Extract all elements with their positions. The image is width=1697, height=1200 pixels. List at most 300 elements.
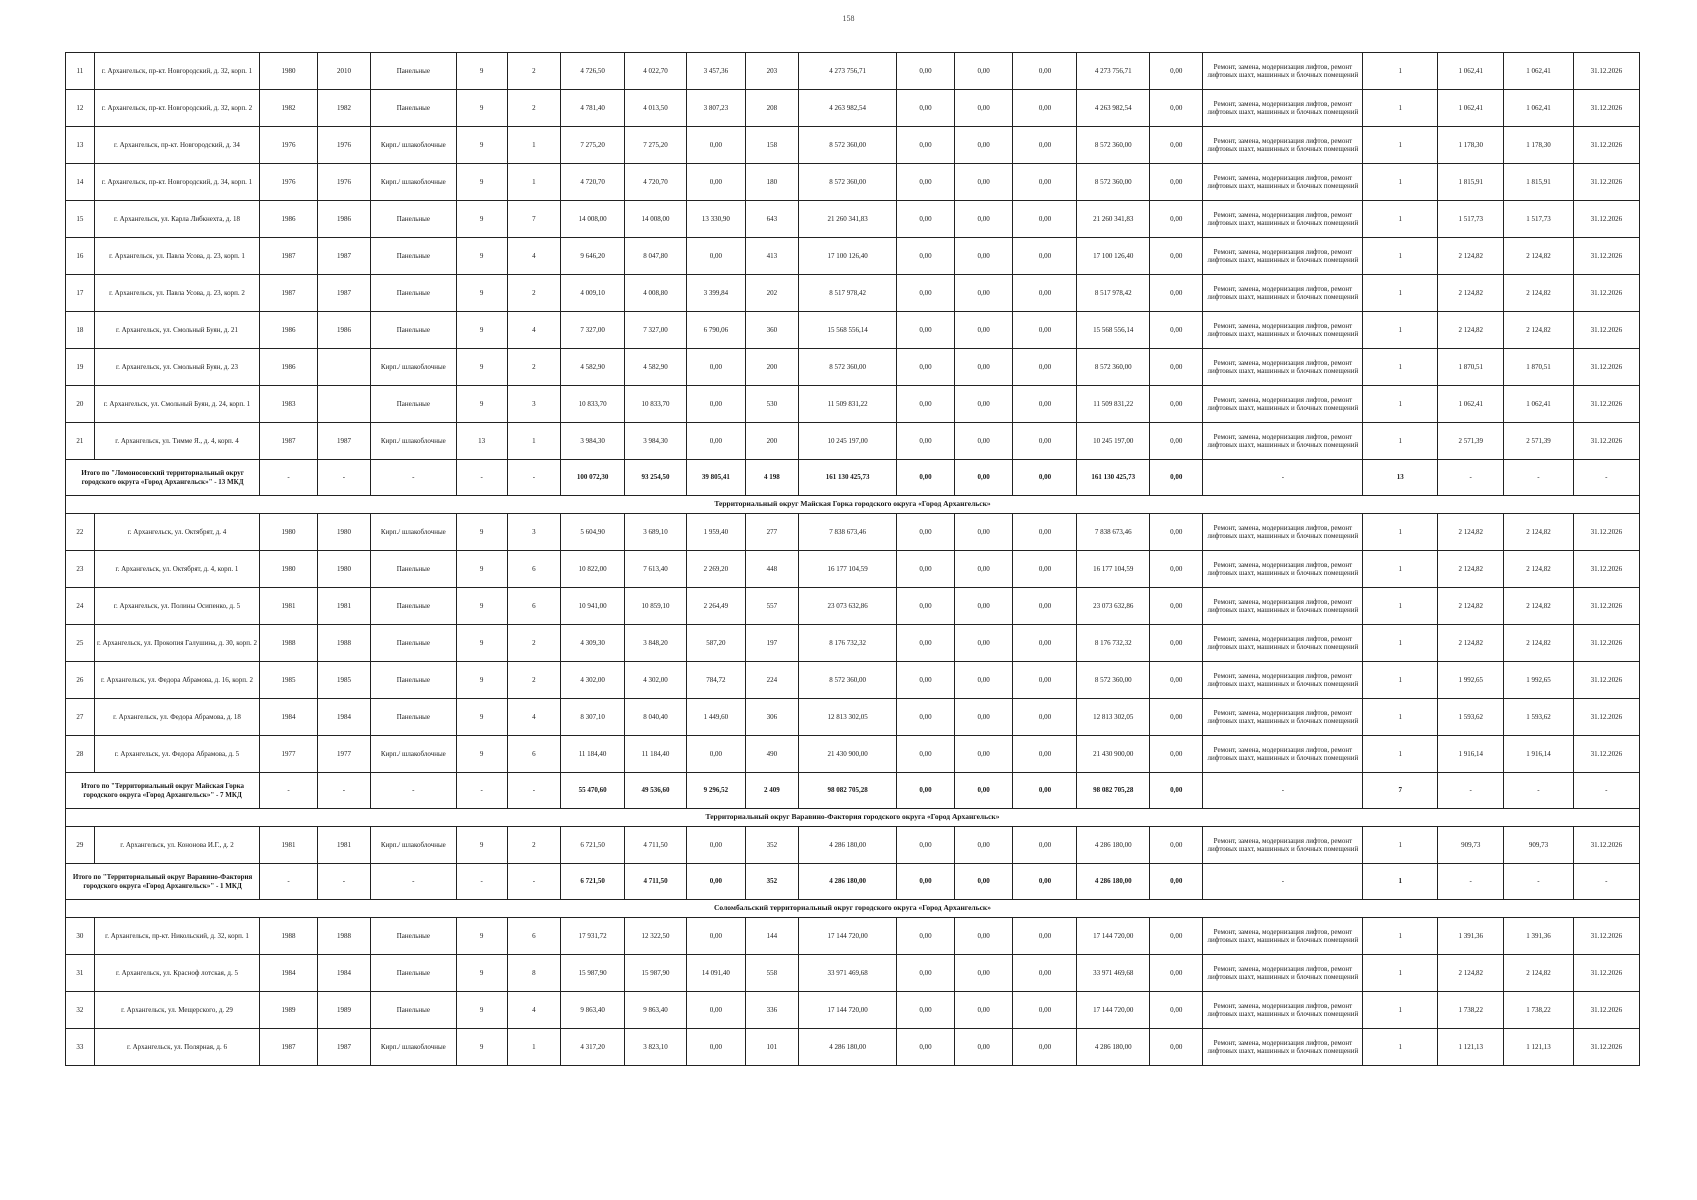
owners-fund-cell: 8 517 978,42 [1077,275,1150,312]
count-cell: 1 [1363,127,1438,164]
floors-cell: 13 [456,423,507,460]
year-built-cell: 1987 [260,1029,318,1066]
completion-date-cell: 31.12.2026 [1573,386,1639,423]
count-cell: 1 [1363,551,1438,588]
area-cell: 3 984,30 [625,423,687,460]
dash-cell: - [1573,773,1639,809]
unit-cost-cell: 1 121,13 [1438,1029,1504,1066]
table-row [66,386,1640,423]
fund-cell: 0,00 [1150,955,1203,992]
fund-cell: 0,00 [897,551,955,588]
count-cell: 1 [1363,827,1438,864]
year-built-cell: 1986 [260,201,318,238]
year-renovated-cell: 1981 [317,588,370,625]
fund-cell: 0,00 [954,90,1013,127]
fund-cell: 0,00 [897,349,955,386]
total-row [66,460,1640,496]
fund-cell: 0,00 [1013,662,1077,699]
fund-cell: 0,00 [1150,551,1203,588]
fund-cell: 0,00 [897,460,955,496]
year-renovated-cell: 1980 [317,514,370,551]
address-cell: г. Архангельск, ул. Смольный Буян, д. 21 [94,312,259,349]
total-area-cell: 6 721,50 [561,827,625,864]
fund-cell: 0,00 [1013,164,1077,201]
max-unit-cost-cell: 1 593,62 [1504,699,1573,736]
entrances-cell: 4 [507,312,560,349]
dash-cell: - [1504,864,1573,900]
table-row [66,201,1640,238]
residential-area-cell: 0,00 [686,918,745,955]
residential-area-cell: 13 330,90 [686,201,745,238]
total-area-cell: 17 931,72 [561,918,625,955]
residential-area-cell: 2 264,49 [686,588,745,625]
table-row [66,699,1640,736]
dash-cell: - [456,773,507,809]
year-renovated-cell: 1988 [317,625,370,662]
total-cost-cell: 161 130 425,73 [799,460,897,496]
table-row [66,736,1640,773]
entrances-cell: 7 [507,201,560,238]
owners-fund-cell: 8 572 360,00 [1077,662,1150,699]
row-number: 30 [66,918,95,955]
residential-area-cell: 3 457,36 [686,53,745,90]
dash-cell: - [317,773,370,809]
row-number: 29 [66,827,95,864]
fund-cell: 0,00 [1150,588,1203,625]
row-number: 17 [66,275,95,312]
fund-cell: 0,00 [897,827,955,864]
completion-date-cell: 31.12.2026 [1573,349,1639,386]
row-number: 27 [66,699,95,736]
fund-cell: 0,00 [1013,53,1077,90]
total-cost-cell: 17 144 720,00 [799,918,897,955]
year-built-cell: 1986 [260,349,318,386]
count-cell: 7 [1363,773,1438,809]
count-cell: 1 [1363,164,1438,201]
fund-cell: 0,00 [1150,662,1203,699]
floors-cell: 9 [456,127,507,164]
year-renovated-cell: 2010 [317,53,370,90]
residents-cell: 643 [745,201,798,238]
dash-cell: - [1573,864,1639,900]
work-type-cell: Ремонт, замена, модернизация лифтов, ремонт лифтовых шахт, машинных и блочных помещений [1203,625,1363,662]
unit-cost-cell: 2 124,82 [1438,588,1504,625]
wall-material-cell: Кирп./ шлакоблочные [371,423,456,460]
total-cost-cell: 4 286 180,00 [799,864,897,900]
table-row [66,238,1640,275]
address-cell: г. Архангельск, ул. Павла Усова, д. 23, корп. 1 [94,238,259,275]
owners-fund-cell: 11 509 831,22 [1077,386,1150,423]
residents-cell: 203 [745,53,798,90]
year-renovated-cell: 1986 [317,201,370,238]
count-cell: 1 [1363,238,1438,275]
residential-area-cell: 0,00 [686,238,745,275]
owners-fund-cell: 15 568 556,14 [1077,312,1150,349]
work-type-cell: Ремонт, замена, модернизация лифтов, ремонт лифтовых шахт, машинных и блочных помещений [1203,918,1363,955]
wall-material-cell: Панельные [371,699,456,736]
fund-cell: 0,00 [1150,53,1203,90]
fund-cell: 0,00 [954,312,1013,349]
completion-date-cell: 31.12.2026 [1573,90,1639,127]
owners-fund-cell: 17 144 720,00 [1077,992,1150,1029]
fund-cell: 0,00 [897,736,955,773]
area-cell: 4 711,50 [625,864,687,900]
unit-cost-cell: 1 178,30 [1438,127,1504,164]
count-cell: 1 [1363,201,1438,238]
fund-cell: 0,00 [897,238,955,275]
owners-fund-cell: 8 572 360,00 [1077,164,1150,201]
total-area-cell: 10 941,00 [561,588,625,625]
area-cell: 3 689,10 [625,514,687,551]
residential-area-cell: 0,00 [686,386,745,423]
floors-cell: 9 [456,955,507,992]
year-built-cell: 1976 [260,164,318,201]
residents-cell: 352 [745,864,798,900]
table-row [66,312,1640,349]
year-built-cell: 1983 [260,386,318,423]
floors-cell: 9 [456,736,507,773]
owners-fund-cell: 98 082 705,28 [1077,773,1150,809]
table-row [66,53,1640,90]
address-cell: г. Архангельск, ул. Полярная, д. 6 [94,1029,259,1066]
residents-cell: 144 [745,918,798,955]
completion-date-cell: 31.12.2026 [1573,53,1639,90]
year-renovated-cell: 1987 [317,275,370,312]
entrances-cell: 1 [507,1029,560,1066]
total-row [66,773,1640,809]
total-cost-cell: 16 177 104,59 [799,551,897,588]
unit-cost-cell: 1 815,91 [1438,164,1504,201]
area-cell: 10 833,70 [625,386,687,423]
total-row [66,864,1640,900]
total-area-cell: 10 822,00 [561,551,625,588]
count-cell: 1 [1363,736,1438,773]
work-type-cell: Ремонт, замена, модернизация лифтов, ремонт лифтовых шахт, машинных и блочных помещений [1203,90,1363,127]
total-area-cell: 7 275,20 [561,127,625,164]
address-cell: г. Архангельск, ул. Октябрят, д. 4 [94,514,259,551]
year-built-cell: 1988 [260,625,318,662]
address-cell: г. Архангельск, пр-кт. Никольский, д. 32, корп. 1 [94,918,259,955]
floors-cell: 9 [456,164,507,201]
wall-material-cell: Панельные [371,386,456,423]
fund-cell: 0,00 [954,275,1013,312]
fund-cell: 0,00 [1150,386,1203,423]
fund-cell: 0,00 [897,588,955,625]
work-type-cell: Ремонт, замена, модернизация лифтов, ремонт лифтовых шахт, машинных и блочных помещений [1203,386,1363,423]
completion-date-cell: 31.12.2026 [1573,827,1639,864]
fund-cell: 0,00 [1013,127,1077,164]
dash-cell: - [371,773,456,809]
entrances-cell: 1 [507,164,560,201]
total-cost-cell: 10 245 197,00 [799,423,897,460]
fund-cell: 0,00 [1013,955,1077,992]
entrances-cell: 2 [507,53,560,90]
unit-cost-cell: 2 124,82 [1438,514,1504,551]
work-type-cell: Ремонт, замена, модернизация лифтов, ремонт лифтовых шахт, машинных и блочных помещений [1203,53,1363,90]
fund-cell: 0,00 [1013,201,1077,238]
total-cost-cell: 7 838 673,46 [799,514,897,551]
wall-material-cell: Панельные [371,201,456,238]
unit-cost-cell: 1 738,22 [1438,992,1504,1029]
total-cost-cell: 11 509 831,22 [799,386,897,423]
year-renovated-cell: 1984 [317,699,370,736]
area-cell: 4 711,50 [625,827,687,864]
completion-date-cell: 31.12.2026 [1573,955,1639,992]
fund-cell: 0,00 [1150,275,1203,312]
floors-cell: 9 [456,312,507,349]
total-cost-cell: 33 971 469,68 [799,955,897,992]
work-type-cell: Ремонт, замена, модернизация лифтов, ремонт лифтовых шахт, машинных и блочных помещений [1203,992,1363,1029]
floors-cell: 9 [456,386,507,423]
total-cost-cell: 8 517 978,42 [799,275,897,312]
total-area-cell: 3 984,30 [561,423,625,460]
entrances-cell: 2 [507,625,560,662]
fund-cell: 0,00 [1150,423,1203,460]
area-cell: 8 040,40 [625,699,687,736]
fund-cell: 0,00 [897,625,955,662]
total-area-cell: 5 604,90 [561,514,625,551]
fund-cell: 0,00 [954,625,1013,662]
fund-cell: 0,00 [897,53,955,90]
owners-fund-cell: 21 260 341,83 [1077,201,1150,238]
max-unit-cost-cell: 1 916,14 [1504,736,1573,773]
year-built-cell: 1980 [260,53,318,90]
wall-material-cell: Кирп./ шлакоблочные [371,827,456,864]
area-cell: 3 823,10 [625,1029,687,1066]
completion-date-cell: 31.12.2026 [1573,164,1639,201]
work-type-cell: Ремонт, замена, модернизация лифтов, ремонт лифтовых шахт, машинных и блочных помещений [1203,588,1363,625]
row-number: 28 [66,736,95,773]
work-type-cell: Ремонт, замена, модернизация лифтов, ремонт лифтовых шахт, машинных и блочных помещений [1203,955,1363,992]
fund-cell: 0,00 [1150,827,1203,864]
total-area-cell: 4 317,20 [561,1029,625,1066]
completion-date-cell: 31.12.2026 [1573,423,1639,460]
total-area-cell: 4 720,70 [561,164,625,201]
residents-cell: 180 [745,164,798,201]
max-unit-cost-cell: 2 124,82 [1504,625,1573,662]
page-number: 158 [842,14,855,23]
unit-cost-cell: 1 062,41 [1438,53,1504,90]
area-cell: 4 008,80 [625,275,687,312]
total-area-cell: 4 781,40 [561,90,625,127]
fund-cell: 0,00 [1013,90,1077,127]
wall-material-cell: Кирп./ шлакоблочные [371,349,456,386]
total-area-cell: 7 327,00 [561,312,625,349]
fund-cell: 0,00 [954,460,1013,496]
owners-fund-cell: 4 263 982,54 [1077,90,1150,127]
dash-cell: - [507,460,560,496]
unit-cost-cell: 2 124,82 [1438,625,1504,662]
max-unit-cost-cell: 2 124,82 [1504,955,1573,992]
residential-area-cell: 0,00 [686,164,745,201]
max-unit-cost-cell: 2 124,82 [1504,312,1573,349]
dash-cell: - [371,864,456,900]
table-row [66,275,1640,312]
work-type-cell: Ремонт, замена, модернизация лифтов, ремонт лифтовых шахт, машинных и блочных помещений [1203,699,1363,736]
residents-cell: 197 [745,625,798,662]
entrances-cell: 8 [507,955,560,992]
count-cell: 1 [1363,275,1438,312]
completion-date-cell: 31.12.2026 [1573,551,1639,588]
fund-cell: 0,00 [954,955,1013,992]
completion-date-cell: 31.12.2026 [1573,992,1639,1029]
fund-cell: 0,00 [897,864,955,900]
owners-fund-cell: 17 100 126,40 [1077,238,1150,275]
completion-date-cell: 31.12.2026 [1573,918,1639,955]
wall-material-cell: Кирп./ шлакоблочные [371,1029,456,1066]
unit-cost-cell: 1 593,62 [1438,699,1504,736]
address-cell: г. Архангельск, пр-кт. Новгородский, д. 34 [94,127,259,164]
wall-material-cell: Панельные [371,238,456,275]
table-row [66,127,1640,164]
owners-fund-cell: 4 286 180,00 [1077,1029,1150,1066]
work-type-cell: Ремонт, замена, модернизация лифтов, ремонт лифтовых шахт, машинных и блочных помещений [1203,1029,1363,1066]
fund-cell: 0,00 [954,349,1013,386]
area-cell: 4 302,00 [625,662,687,699]
fund-cell: 0,00 [1013,588,1077,625]
area-cell: 4 582,90 [625,349,687,386]
fund-cell: 0,00 [1150,918,1203,955]
fund-cell: 0,00 [954,53,1013,90]
total-cost-cell: 21 260 341,83 [799,201,897,238]
year-built-cell: 1985 [260,662,318,699]
count-cell: 1 [1363,349,1438,386]
total-area-cell: 11 184,40 [561,736,625,773]
fund-cell: 0,00 [1013,275,1077,312]
year-renovated-cell: 1984 [317,955,370,992]
owners-fund-cell: 12 813 302,05 [1077,699,1150,736]
floors-cell: 9 [456,827,507,864]
total-cost-cell: 8 572 360,00 [799,164,897,201]
area-cell: 12 322,50 [625,918,687,955]
residents-cell: 557 [745,588,798,625]
max-unit-cost-cell: 2 571,39 [1504,423,1573,460]
max-unit-cost-cell: 2 124,82 [1504,588,1573,625]
entrances-cell: 3 [507,514,560,551]
max-unit-cost-cell: 1 391,36 [1504,918,1573,955]
completion-date-cell: 31.12.2026 [1573,238,1639,275]
entrances-cell: 2 [507,90,560,127]
fund-cell: 0,00 [1150,625,1203,662]
residential-area-cell: 1 449,60 [686,699,745,736]
max-unit-cost-cell: 1 178,30 [1504,127,1573,164]
work-type-cell: Ремонт, замена, модернизация лифтов, ремонт лифтовых шахт, машинных и блочных помещений [1203,514,1363,551]
fund-cell: 0,00 [1013,423,1077,460]
unit-cost-cell: 2 124,82 [1438,238,1504,275]
floors-cell: 9 [456,699,507,736]
table-body [66,53,1640,1066]
wall-material-cell: Кирп./ шлакоблочные [371,514,456,551]
address-cell: г. Архангельск, ул. Прокопия Галушина, д. 30, корп. 2 [94,625,259,662]
owners-fund-cell: 4 286 180,00 [1077,827,1150,864]
fund-cell: 0,00 [897,201,955,238]
dash-cell: - [1504,773,1573,809]
district-header-row [66,496,1640,514]
unit-cost-cell: 1 062,41 [1438,90,1504,127]
fund-cell: 0,00 [897,955,955,992]
residents-cell: 208 [745,90,798,127]
dash-cell: - [1438,864,1504,900]
year-renovated-cell: 1986 [317,312,370,349]
fund-cell: 0,00 [954,773,1013,809]
area-cell: 9 863,40 [625,992,687,1029]
count-cell: 1 [1363,864,1438,900]
year-renovated-cell: 1982 [317,90,370,127]
address-cell: г. Архангельск, ул. Красноф лотская, д. 5 [94,955,259,992]
fund-cell: 0,00 [954,127,1013,164]
max-unit-cost-cell: 1 062,41 [1504,386,1573,423]
fund-cell: 0,00 [1013,386,1077,423]
count-cell: 1 [1363,386,1438,423]
residential-area-cell: 1 959,40 [686,514,745,551]
table-row [66,992,1640,1029]
work-type-cell: Ремонт, замена, модернизация лифтов, ремонт лифтовых шахт, машинных и блочных помещений [1203,312,1363,349]
row-number: 18 [66,312,95,349]
fund-cell: 0,00 [954,918,1013,955]
total-area-cell: 15 987,90 [561,955,625,992]
row-number: 16 [66,238,95,275]
year-renovated-cell [317,386,370,423]
residents-cell: 101 [745,1029,798,1066]
year-renovated-cell: 1987 [317,1029,370,1066]
fund-cell: 0,00 [1013,992,1077,1029]
total-cost-cell: 17 100 126,40 [799,238,897,275]
fund-cell: 0,00 [1013,312,1077,349]
count-cell: 1 [1363,1029,1438,1066]
total-label: Итого по "Территориальный округ Майская Горка городского округа «Город Архангельск»" - 7 МКД [66,773,260,809]
district-header: Территориальный округ Майская Горка городского округа «Город Архангельск» [66,496,1640,514]
wall-material-cell: Кирп./ шлакоблочные [371,164,456,201]
year-built-cell: 1987 [260,238,318,275]
table-row [66,551,1640,588]
fund-cell: 0,00 [897,992,955,1029]
year-built-cell: 1982 [260,90,318,127]
residents-cell: 336 [745,992,798,1029]
work-type-cell: Ремонт, замена, модернизация лифтов, ремонт лифтовых шахт, машинных и блочных помещений [1203,551,1363,588]
address-cell: г. Архангельск, ул. Федора Абрамова, д. 18 [94,699,259,736]
max-unit-cost-cell: 1 121,13 [1504,1029,1573,1066]
entrances-cell: 2 [507,827,560,864]
max-unit-cost-cell: 2 124,82 [1504,275,1573,312]
dash-cell: - [1438,773,1504,809]
residential-area-cell: 3 399,84 [686,275,745,312]
address-cell: г. Архангельск, ул. Мещерского, д. 29 [94,992,259,1029]
residential-area-cell: 14 091,40 [686,955,745,992]
fund-cell: 0,00 [1150,201,1203,238]
row-number: 11 [66,53,95,90]
max-unit-cost-cell: 1 870,51 [1504,349,1573,386]
max-unit-cost-cell: 1 062,41 [1504,53,1573,90]
fund-cell: 0,00 [897,699,955,736]
entrances-cell: 2 [507,349,560,386]
row-number: 20 [66,386,95,423]
max-unit-cost-cell: 1 517,73 [1504,201,1573,238]
fund-cell: 0,00 [954,588,1013,625]
floors-cell: 9 [456,90,507,127]
year-renovated-cell [317,349,370,386]
address-cell: г. Архангельск, пр-кт. Новгородский, д. 32, корп. 2 [94,90,259,127]
total-cost-cell: 23 073 632,86 [799,588,897,625]
total-area-cell: 100 072,30 [561,460,625,496]
total-cost-cell: 8 176 732,32 [799,625,897,662]
total-area-cell: 8 307,10 [561,699,625,736]
entrances-cell: 1 [507,423,560,460]
year-renovated-cell: 1985 [317,662,370,699]
fund-cell: 0,00 [1150,312,1203,349]
year-built-cell: 1984 [260,699,318,736]
residents-cell: 558 [745,955,798,992]
fund-cell: 0,00 [1150,127,1203,164]
